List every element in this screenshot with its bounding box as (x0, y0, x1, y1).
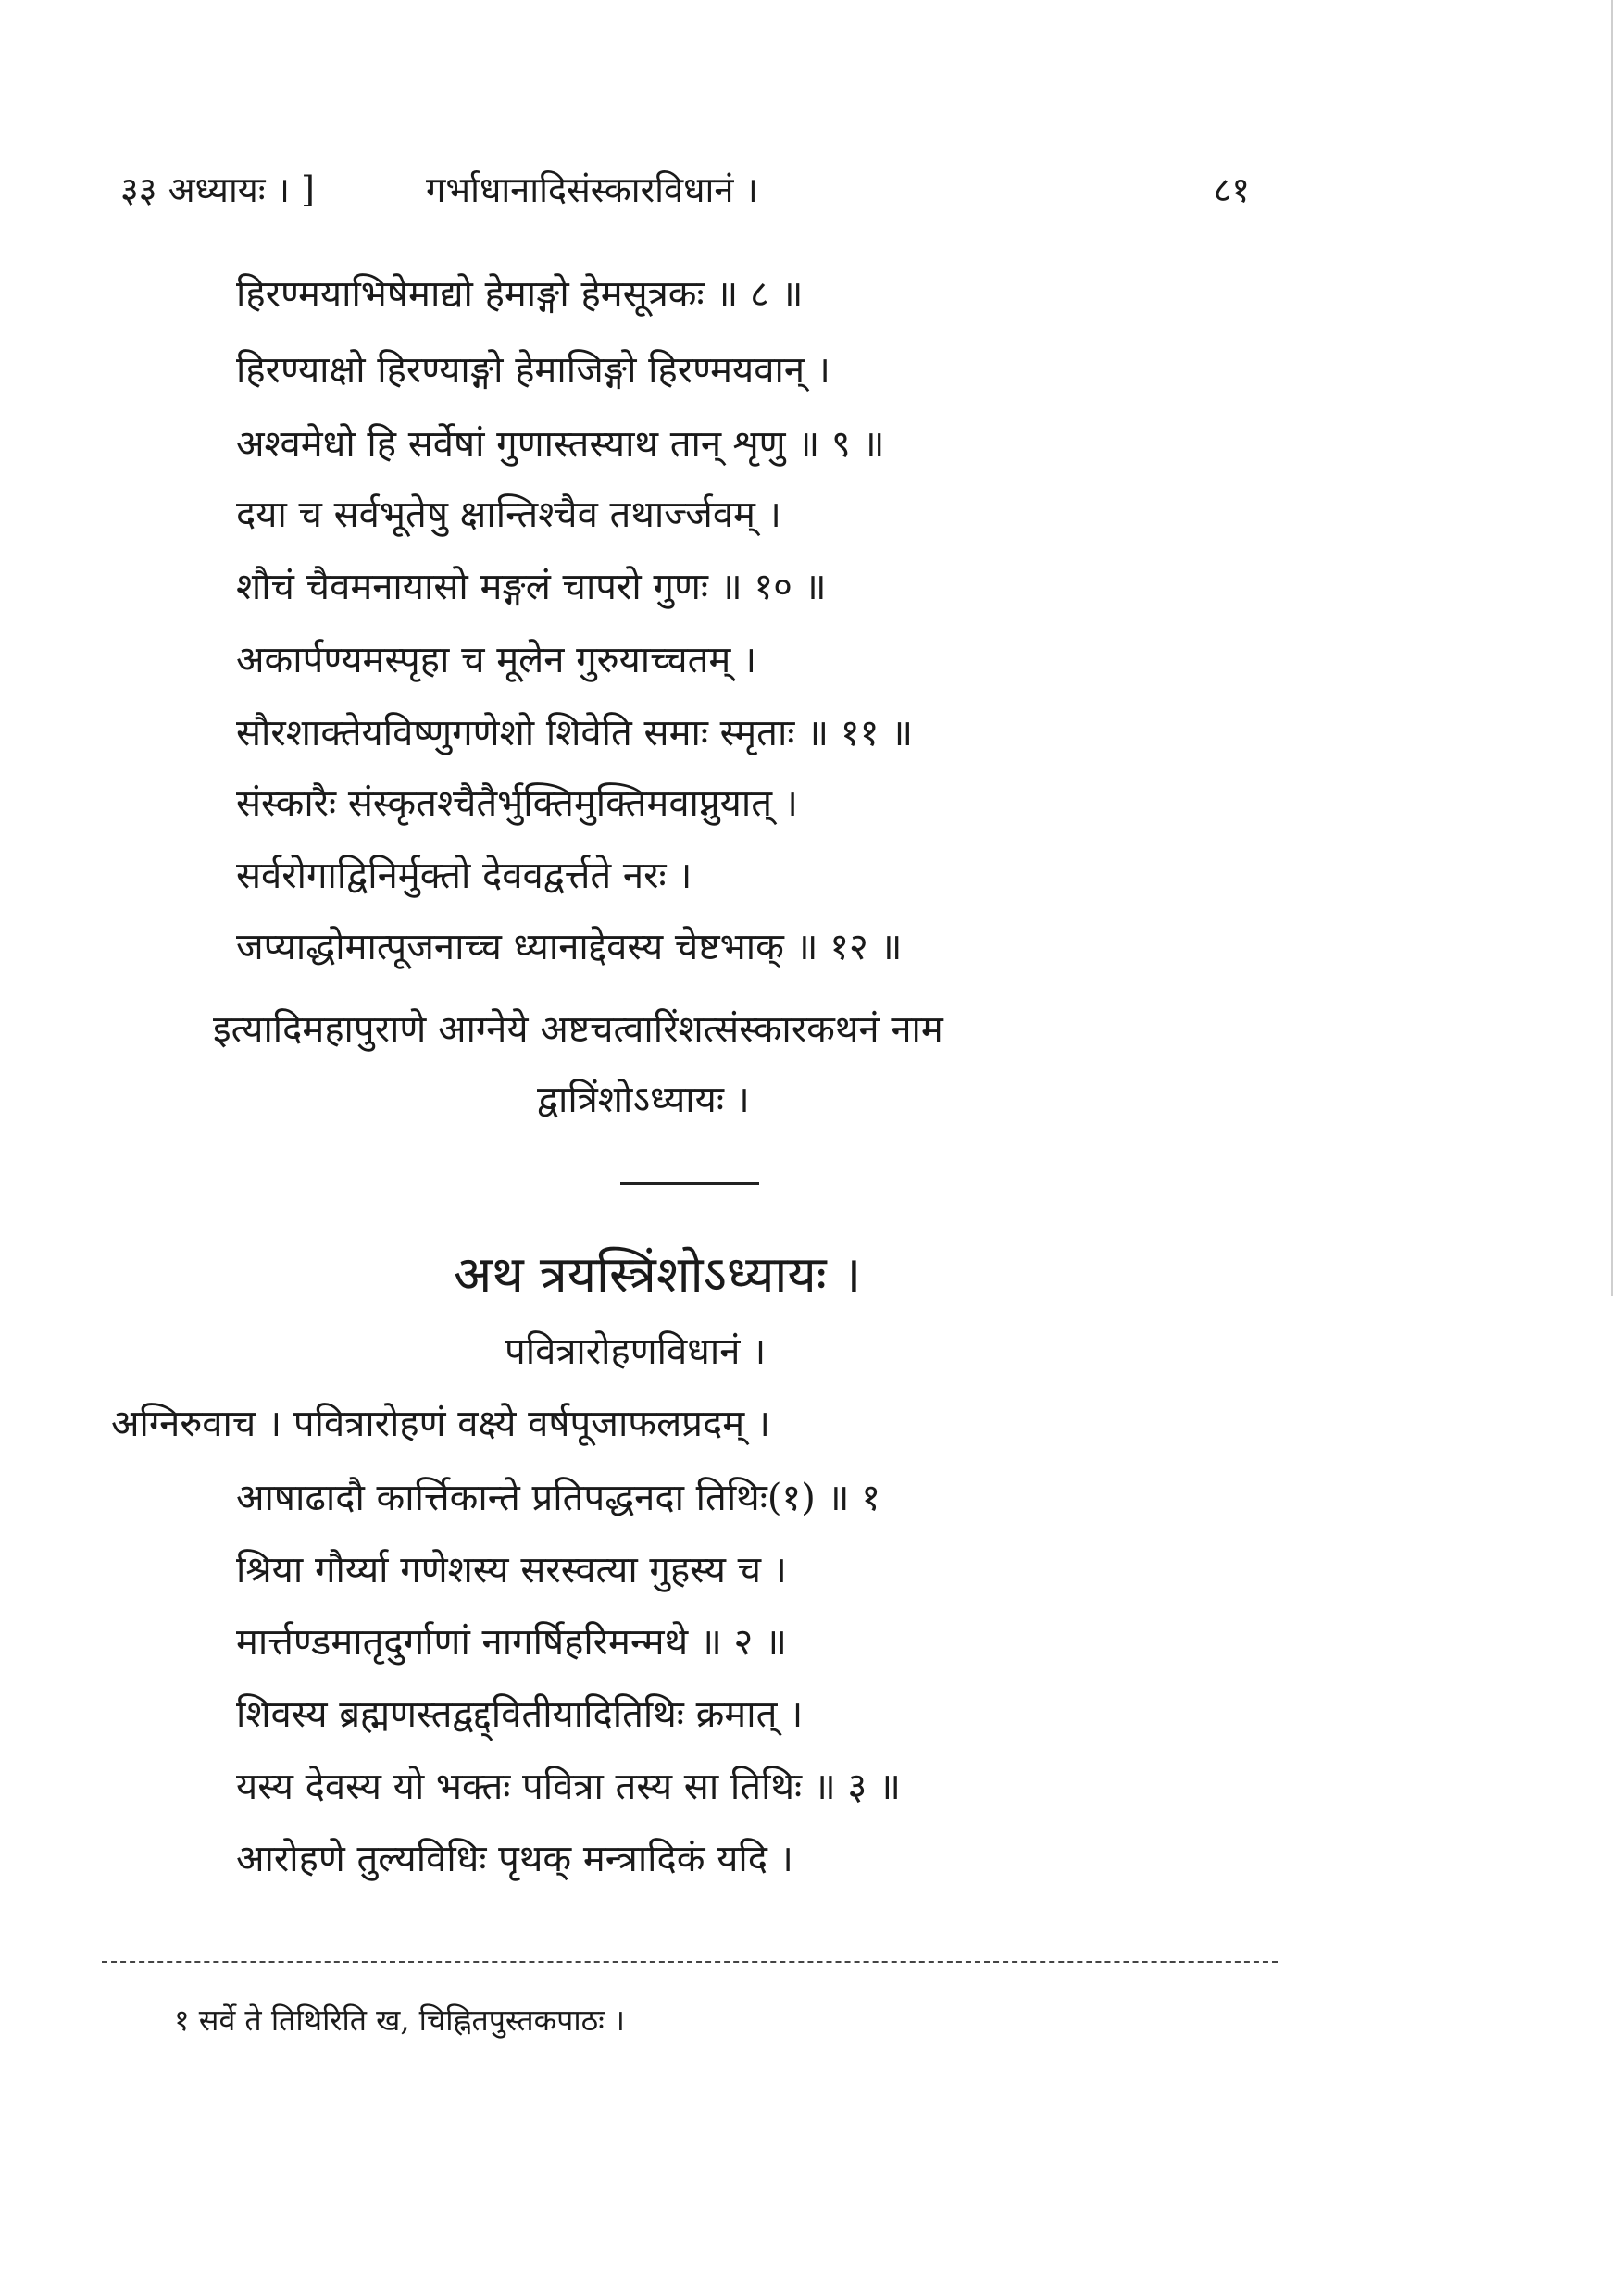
verse-line: जप्याद्धोमात्पूजनाच्च ध्यानाद्देवस्य चेष्टभाक् ॥ १२ ॥ (236, 926, 903, 968)
verse-line: अकार्पण्यमस्पृहा च मूलेन गुरुयाच्चतम् । (236, 639, 757, 681)
verse-line: सौरशाक्तेयविष्णुगणेशो शिवेति समाः स्मृताः ॥ ११ ॥ (236, 712, 914, 755)
scan-margin-line (1611, 0, 1613, 1296)
verse-line: शौचं चैवमनायासो मङ्गलं चापरो गुणः ॥ १० ॥ (236, 566, 827, 608)
verse-line: दया च सर्वभूतेषु क्षान्तिश्चैव तथार्ज्जवम् । (236, 493, 781, 536)
verse-line: आषाढादौ कार्त्तिकान्ते प्रतिपद्धनदा तिथिः(१) ॥ १ (236, 1477, 881, 1519)
verse-line: शिवस्य ब्रह्मणस्तद्वद्द्वितीयादितिथिः क्रमात् । (236, 1693, 804, 1736)
chapter-colophon-end: द्वात्रिंशोऽध्यायः । (537, 1079, 750, 1121)
page-number: ८१ (1213, 169, 1250, 210)
verse-line: अश्वमेधो हि सर्वेषां गुणास्तस्याथ तान् शृणु ॥ ९ ॥ (236, 423, 885, 466)
footnote: १ सर्वे ते तिथिरिति ख, चिह्नितपुस्तकपाठः । (174, 2003, 625, 2038)
verse-line: सर्वरोगाद्विनिर्मुक्तो देववद्वर्त्तते नरः । (236, 855, 692, 897)
verse-line: श्रिया गौर्य्या गणेशस्य सरस्वत्या गुहस्य च । (236, 1549, 787, 1591)
speaker-line: अग्निरुवाच । पवित्रारोहणं वक्ष्ये वर्षपूजाफलप्रदम् । (111, 1403, 771, 1445)
verse-line: आरोहणे तुल्यविधिः पृथक् मन्त्रादिकं यदि । (236, 1838, 793, 1880)
verse-line: हिरण्मयाभिषेमाद्यो हेमाङ्गो हेमसूत्रकः ॥ ८ ॥ (236, 273, 804, 316)
chapter-title: अथ त्रयस्त्रिंशोऽध्यायः । (454, 1245, 862, 1304)
chapter-subtitle: पवित्रारोहणविधानं । (505, 1330, 767, 1373)
running-header (120, 165, 1250, 220)
verse-line: हिरण्याक्षो हिरण्याङ्गो हेमाजिङ्गो हिरण्मयवान् । (236, 349, 830, 392)
verse-line: मार्त्तण्डमातृदुर्गाणां नागर्षिहरिमन्मथे ॥ २ ॥ (236, 1621, 788, 1664)
footnote-separator (102, 1961, 1278, 1963)
section-divider (620, 1182, 759, 1185)
verse-line: संस्कारैः संस्कृतश्चैतैर्भुक्तिमुक्तिमवाप्नुयात् । (236, 782, 798, 825)
chapter-colophon: इत्यादिमहापुराणे आग्नेये अष्टचत्वारिंशत्संस्कारकथनं नाम (213, 1008, 943, 1051)
header-chapter-ref: ३३ अध्यायः । ] (120, 169, 315, 210)
verse-line: यस्य देवस्य यो भक्तः पवित्रा तस्य सा तिथिः ॥ ३ ॥ (236, 1766, 901, 1808)
header-title: गर्भाधानादिसंस्कारविधानं । (426, 169, 758, 210)
